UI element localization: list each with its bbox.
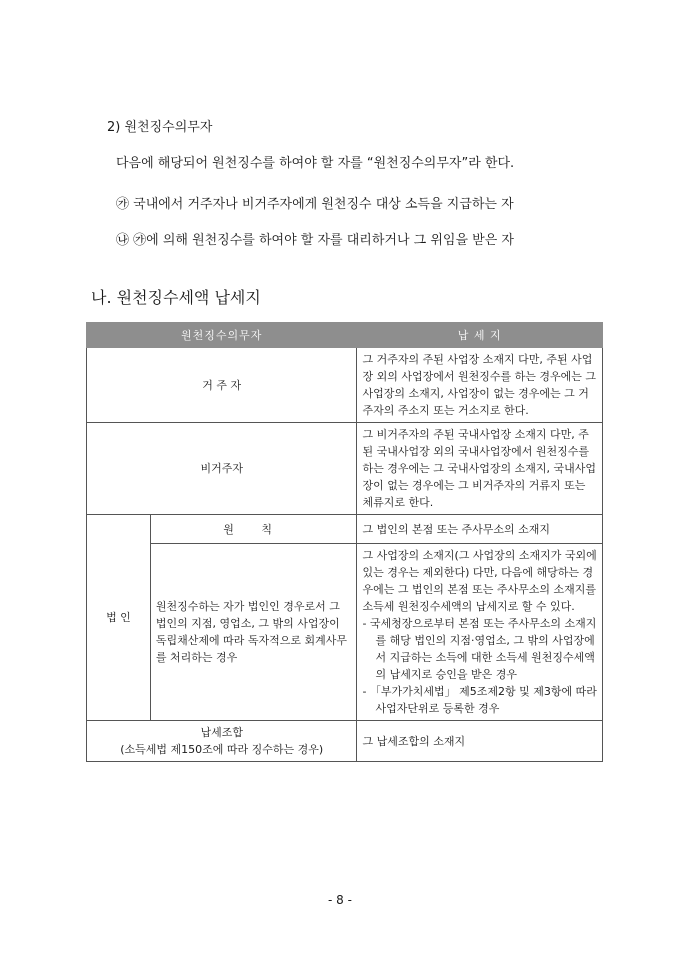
table-row-resident [87, 348, 603, 423]
table-header-row [87, 323, 603, 348]
definition-text: 다음에 해당되어 원천징수를 하여야 할 자를 “원천징수의무자”라 한다. [116, 156, 515, 171]
exception-sub-item-1: - 국세청장으로부터 본점 또는 주사무소의 소재지를 해당 법인의 지점·영업소, 그 밖의 사업장에서 지급하는 소득에 대한 소득세 원천징수세액의 납세지로 승인을 받은 경우 [362, 617, 597, 681]
page-number: - 8 - [328, 893, 352, 907]
nonresident-tax-place: 그 비거주자의 주된 국내사업장 소재지 다만, 주된 국내사업장 외의 국내사업장에서 원천징수를 하는 경우에는 그 국내사업장의 소재지, 국내사업장이 없는 경우에는 그 비거주자의 거류지 또는 체류지로 한다. [357, 423, 603, 515]
section-heading: 나. 원천징수세액 납세지 [91, 288, 261, 307]
union-label-line1: 납세조합 [200, 726, 243, 739]
principle-tax-place: 그 법인의 본점 또는 주사무소의 소재지 [357, 515, 603, 544]
header-tax-place: 납 세 지 [357, 323, 603, 348]
header-withholding-agent: 원천징수의무자 [87, 323, 357, 348]
union-tax-place: 그 납세조합의 소재지 [357, 721, 603, 762]
list-item-a: ㉮ 국내에서 거주자나 비거주자에게 원천징수 대상 소득을 지급하는 자 [116, 197, 514, 212]
exception-condition: 원천징수하는 자가 법인인 경우로서 그 법인의 지점, 영업소, 그 밖의 사업장이 독립채산제에 따라 독자적으로 회계사무를 처리하는 경우 [150, 544, 357, 721]
exception-sub-item-2: - 「부가가치세법」 제5조제2항 및 제3항에 따라 사업자단위로 등록한 경우 [362, 685, 597, 715]
table-row-corporation-exception [87, 544, 603, 721]
table-row-corporation-principle [87, 515, 603, 544]
table-row-nonresident [87, 423, 603, 515]
union-label-line2: (소득세법 제150조에 따라 징수하는 경우) [120, 743, 324, 756]
principle-label: 원 칙 [150, 515, 357, 544]
resident-label: 거 주 자 [87, 348, 357, 423]
table-row-union [87, 721, 603, 762]
resident-tax-place: 그 거주자의 주된 사업장 소재지 다만, 주된 사업장 외의 사업장에서 원천징수를 하는 경우에는 그 사업장의 소재지, 사업장이 없는 경우에는 그 거주자의 주소지 또는 거소지로 한다. [357, 348, 603, 423]
exception-main-text: 그 사업장의 소재지(그 사업장의 소재지가 국외에 있는 경우는 제외한다) 다만, 다음에 해당하는 경우에는 그 법인의 본점 또는 주사무소의 소재지를 소득세 원천징수세액의 납세지로 할 수 있다. [362, 549, 597, 613]
subsection-heading: 2) 원천징수의무자 [107, 120, 213, 135]
exception-tax-place [357, 544, 603, 721]
withholding-place-table [86, 322, 603, 762]
nonresident-label: 비거주자 [87, 423, 357, 515]
union-label [87, 721, 357, 762]
corporation-label: 법 인 [87, 515, 151, 721]
list-item-b: ㉯ ㉮에 의해 원천징수를 하여야 할 자를 대리하거나 그 위임을 받은 자 [116, 233, 514, 248]
